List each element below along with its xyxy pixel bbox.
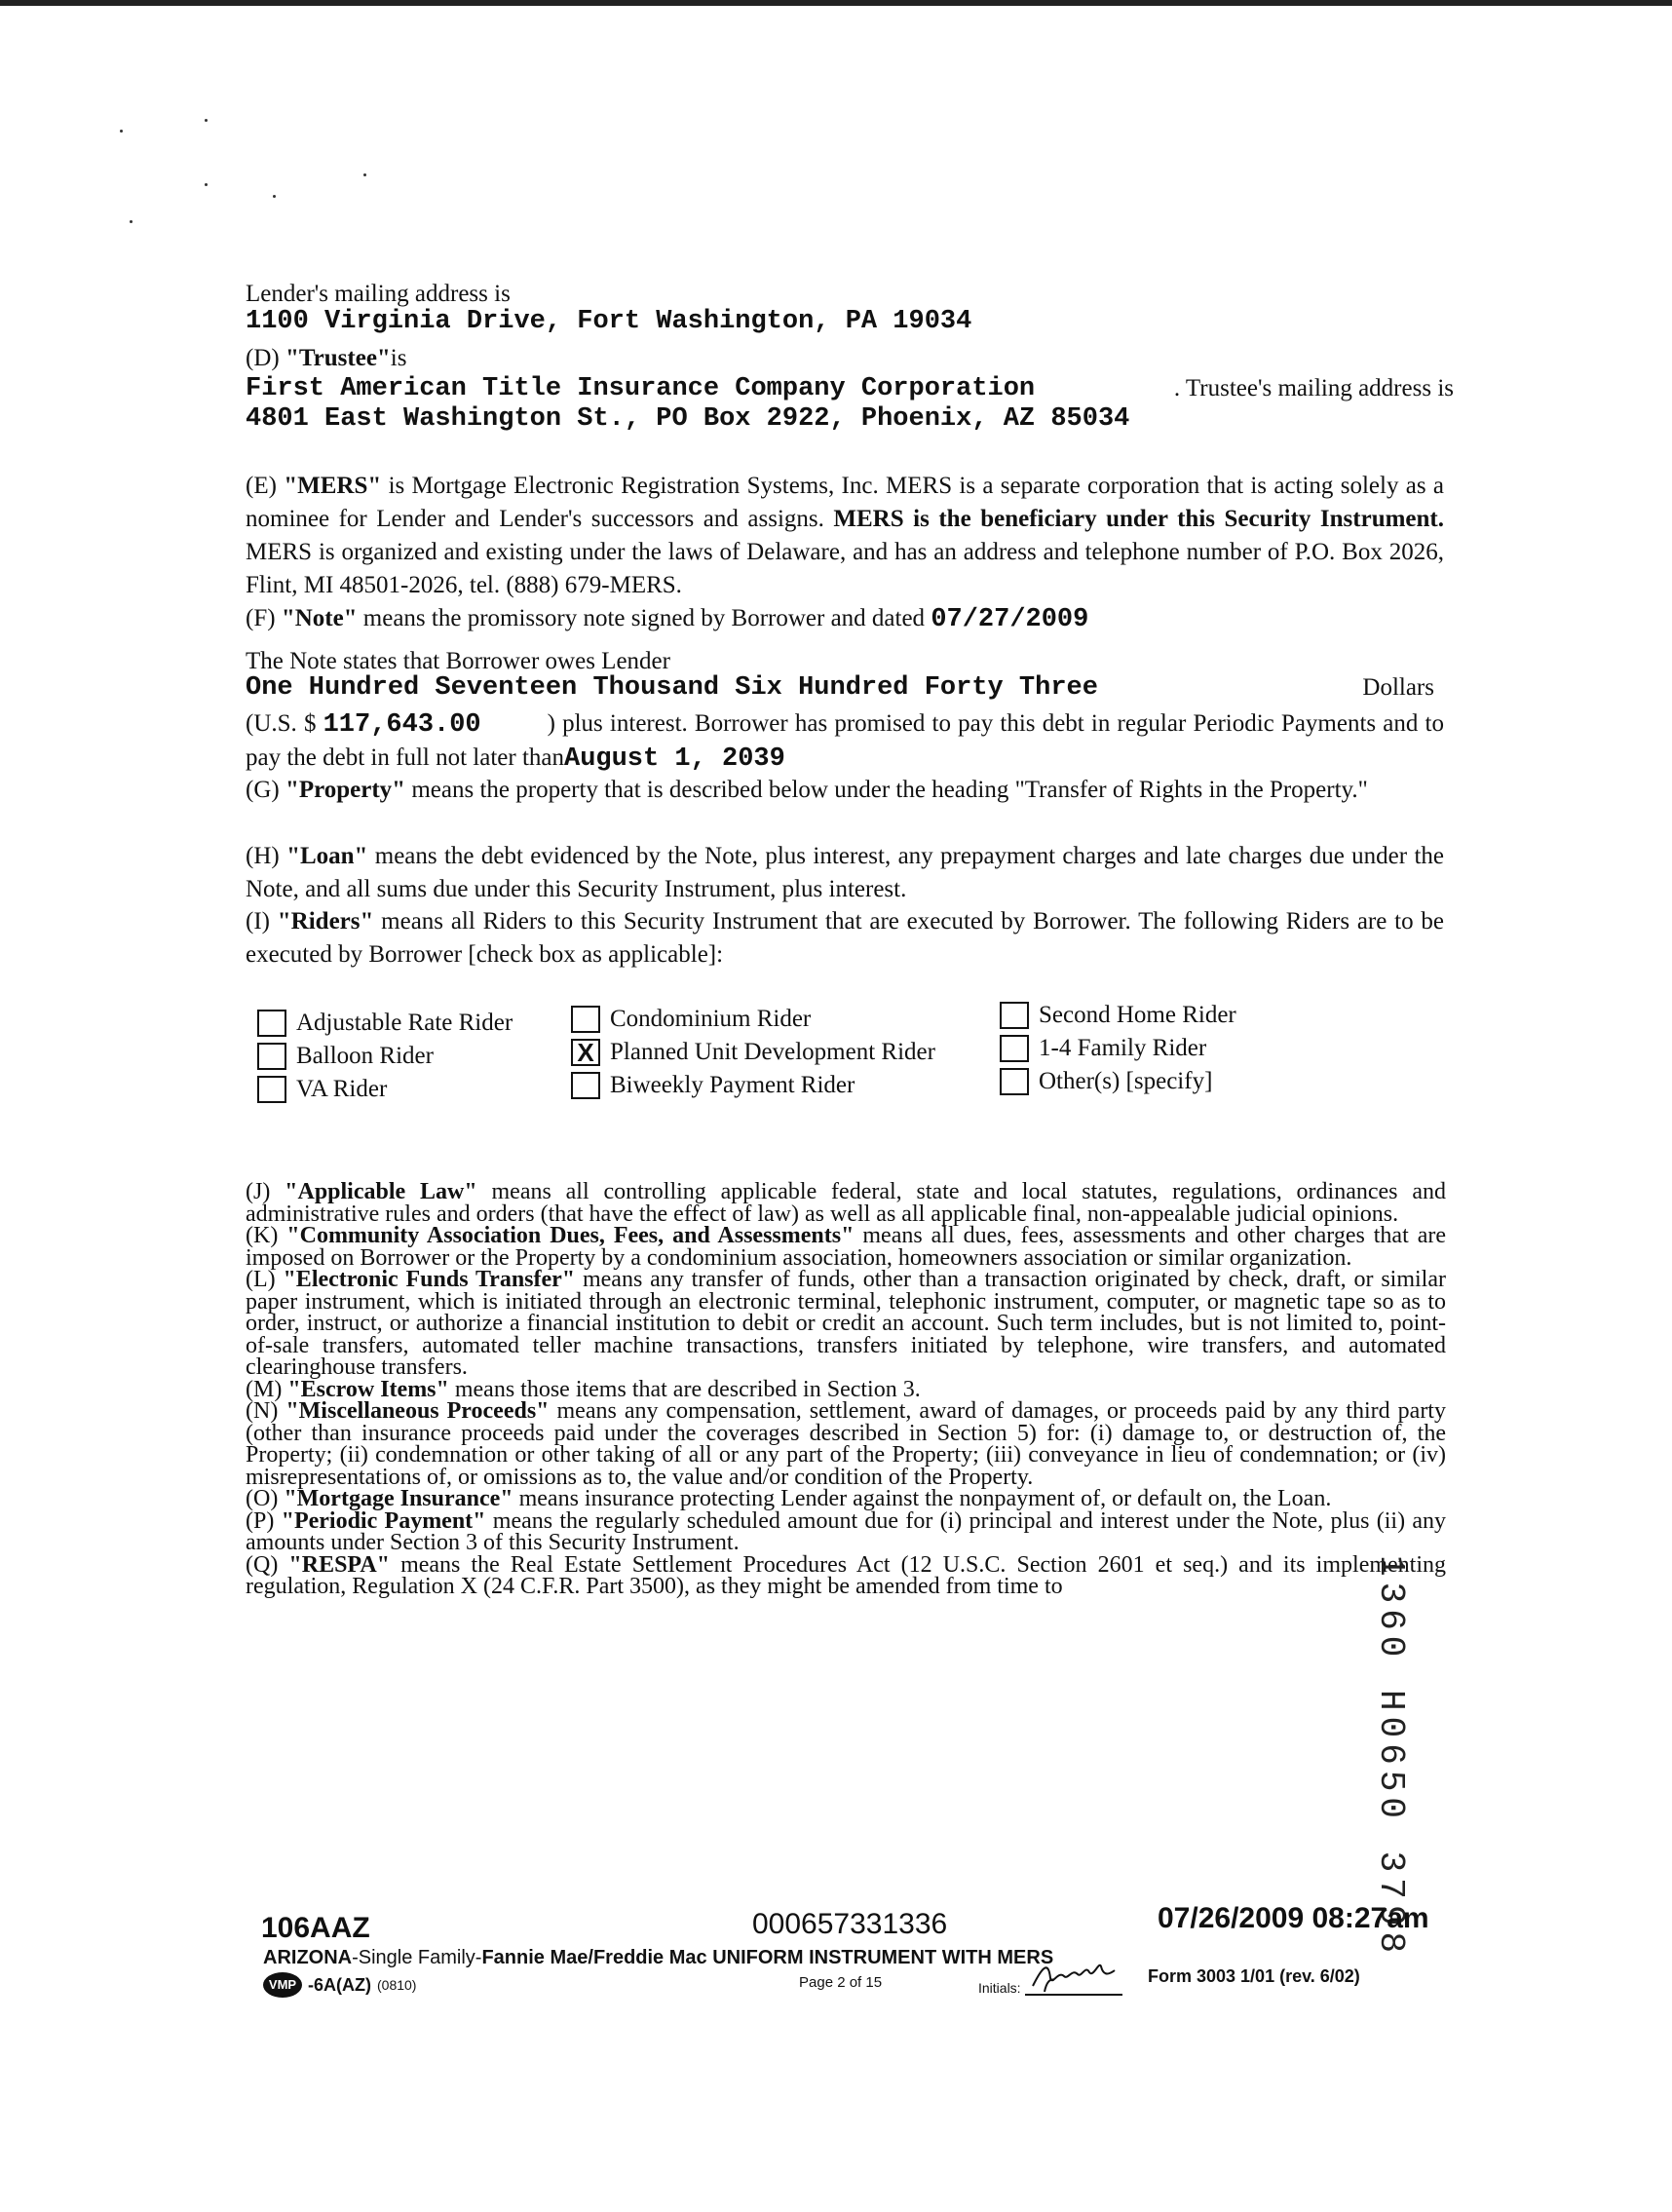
side-stamp: 1360 H0650 3798 xyxy=(1371,1555,1411,1960)
definition-respa: (Q) "RESPA" means the Real Estate Settlement Procedures Act (12 U.S.C. Section 2601 et seq.) and its implementing regulation, Regulation X (24 C.F.R. Part 3500), as they might be amended from time to xyxy=(246,1551,1446,1599)
scan-speck xyxy=(205,119,208,122)
definition-miscellaneous-proceeds: (N) "Miscellaneous Proceeds" means any compensation, settlement, award of damages, or proceeds paid by any third party (other than insurance proceeds paid under the coverages described in Section 5) for: (i) damage to, or destruction of, the Property; (ii) condemnation or other taking of all or any part of the Property; (iii) conveyance in lieu of condemnation; or (iv) misrepresentations of, or omissions as to, the value and/or condition of the Property. xyxy=(246,1398,1446,1490)
note-amount-words-line xyxy=(246,672,1434,704)
trustee-line xyxy=(246,373,1454,404)
definition-mers: (E) "MERS" is Mortgage Electronic Registration Systems, Inc. MERS is a separate corporation that is acting solely as a nominee for Lender and Lender's successors and assigns. MERS is the beneficiary under this Security Instrument. MERS is organized and existing under the laws of Delaware, and has an address and telephone number of P.O. Box 2026, Flint, MI 48501-2026, tel. (888) 679-MERS. xyxy=(246,473,1445,598)
rider-va[interactable]: VA Rider xyxy=(257,1076,387,1103)
footer-form-number: Form 3003 1/01 (rev. 6/02) xyxy=(1148,1966,1360,1986)
definition-note: (F) "Note" means the promissory note signed by Borrower and dated 07/27/2009 xyxy=(246,605,1089,634)
rider-condominium[interactable]: Condominium Rider xyxy=(571,1006,811,1033)
dollars-label: Dollars xyxy=(1362,674,1434,701)
definition-periodic-payment: (P) "Periodic Payment" means the regularly scheduled amount due for (i) principal and interest under the Note, plus (ii) any amounts under Section 3 of this Security Instrument. xyxy=(246,1507,1447,1555)
trustee-address: 4801 East Washington St., PO Box 2922, Phoenix, AZ 85034 xyxy=(246,404,1130,434)
trustee-mailing-label: . Trustee's mailing address is xyxy=(1173,375,1454,401)
vmp-logo: VMP xyxy=(263,1972,302,1998)
lender-mailing-address: 1100 Virginia Drive, Fort Washington, PA 19034 xyxy=(246,307,972,336)
note-amount: 117,643.00 xyxy=(323,710,481,740)
trustee-name: First American Title Insurance Company Corporation xyxy=(246,374,1036,403)
initials-signature xyxy=(1025,1964,1122,1996)
lender-mailing-label: Lender's mailing address is xyxy=(246,281,511,307)
riders-checklist xyxy=(257,1002,1290,1119)
note-amount-paragraph: (U.S. $ 117,643.00 ) plus interest. Borrower has promised to pay this debt in regular Periodic Payments and to pay the debt in full not later thanAugust 1, 2039 xyxy=(246,710,1444,774)
rider-checkbox[interactable] xyxy=(257,1010,286,1037)
scan-top-edge xyxy=(0,0,1672,6)
note-owes-line: The Note states that Borrower owes Lender xyxy=(246,648,670,674)
footer-initials: Initials: xyxy=(978,1964,1122,1996)
scan-speck xyxy=(363,173,366,176)
scan-speck xyxy=(205,183,208,186)
rider-1-4-family[interactable]: 1-4 Family Rider xyxy=(1000,1035,1206,1062)
rider-others[interactable]: Other(s) [specify] xyxy=(1000,1068,1212,1095)
footer-vmp-line: VMP -6A(AZ) (0810) xyxy=(263,1972,416,1998)
footer-page-number: Page 2 of 15 xyxy=(799,1974,883,1991)
footer-loan-number: 000657331336 xyxy=(752,1908,948,1940)
rider-checkbox-checked[interactable]: X xyxy=(571,1039,600,1066)
footer-form-code: 106AAZ xyxy=(261,1912,370,1944)
rider-checkbox[interactable] xyxy=(257,1043,286,1070)
trustee-label: (D) "Trustee"is xyxy=(246,345,407,371)
definition-mortgage-insurance: (O) "Mortgage Insurance" means insurance protecting Lender against the nonpayment of, or default on, the Loan. xyxy=(246,1486,1332,1511)
rider-balloon[interactable]: Balloon Rider xyxy=(257,1043,434,1070)
note-amount-words: One Hundred Seventeen Thousand Six Hundred Forty Three xyxy=(246,673,1098,703)
footer-form-title: ARIZONA-Single Family-Fannie Mae/Freddie Mac UNIFORM INSTRUMENT WITH MERS xyxy=(263,1947,1054,1968)
definition-community-association-dues: (K) "Community Association Dues, Fees, and Assessments" means all dues, fees, assessments and other charges that are imposed on Borrower or the Property by a condominium association, homeowners association or similar organization. xyxy=(246,1223,1446,1271)
rider-checkbox[interactable] xyxy=(1000,1002,1029,1029)
definition-property: (G) "Property" means the property that is described below under the heading "Transfer of Rights in the Property." xyxy=(246,777,1368,803)
scan-speck xyxy=(120,130,123,133)
scan-speck xyxy=(273,195,276,198)
definition-loan: (H) "Loan" means the debt evidenced by the Note, plus interest, any prepayment charges and late charges due under the Note, and all sums due under this Security Instrument, plus interest. xyxy=(246,843,1444,902)
note-due-date: August 1, 2039 xyxy=(564,744,785,774)
definition-escrow-items: (M) "Escrow Items" means those items that are described in Section 3. xyxy=(246,1376,921,1402)
rider-checkbox[interactable] xyxy=(571,1072,600,1099)
rider-checkbox[interactable] xyxy=(1000,1068,1029,1095)
rider-checkbox[interactable] xyxy=(571,1006,600,1033)
definition-riders: (I) "Riders" means all Riders to this Security Instrument that are executed by Borrower. The following Riders are to be executed by Borrower [check box as applicable]: xyxy=(246,908,1444,968)
rider-planned-unit-development[interactable]: X Planned Unit Development Rider xyxy=(571,1039,935,1066)
rider-second-home[interactable]: Second Home Rider xyxy=(1000,1002,1236,1029)
footer-timestamp: 07/26/2009 08:27am xyxy=(1158,1902,1429,1934)
definition-electronic-funds-transfer: (L) "Electronic Funds Transfer" means any transfer of funds, other than a transaction originated by check, draft, or similar paper instrument, which is initiated through an electronic terminal, telephonic instrument, computer, or magnetic tape so as to order, instruct, or authorize a financial institution to debit or credit an account. Such term includes, but is not limited to, point-of-sale transfers, automated teller machine transactions, transfers initiated by telephone, wire transfers, and automated clearinghouse transfers. xyxy=(246,1267,1446,1380)
definitions-block xyxy=(246,1181,1446,1598)
rider-adjustable-rate[interactable]: Adjustable Rate Rider xyxy=(257,1010,513,1037)
definition-applicable-law: (J) "Applicable Law" means all controlling applicable federal, state and local statutes, regulations, ordinances and administrative rules and orders (that have the effect of law) as well as all applicable final, non-appealable judicial opinions. xyxy=(246,1179,1447,1227)
rider-biweekly-payment[interactable]: Biweekly Payment Rider xyxy=(571,1072,855,1099)
rider-checkbox[interactable] xyxy=(1000,1035,1029,1062)
rider-checkbox[interactable] xyxy=(257,1076,286,1103)
scan-speck xyxy=(130,220,133,223)
note-date: 07/27/2009 xyxy=(931,605,1089,634)
